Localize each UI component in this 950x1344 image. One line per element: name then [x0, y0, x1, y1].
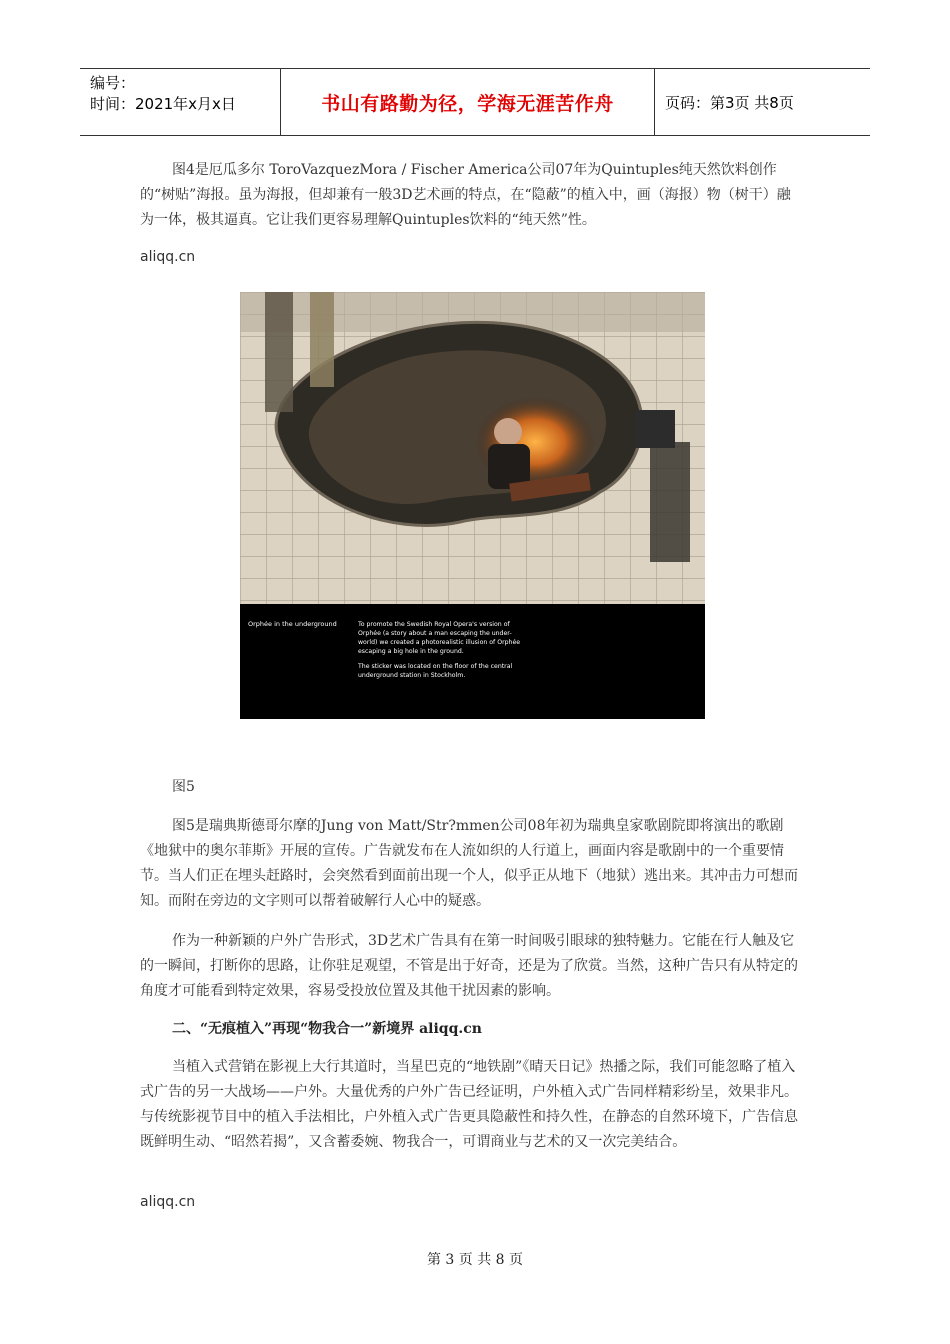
figure5-image [240, 292, 705, 719]
header-page-label: 页码：第3页 共8页 [665, 93, 794, 112]
time-label: 时间：2021年x月x日 [90, 95, 236, 113]
paragraph-3d-ads: 作为一种新颖的户外广告形式，3D艺术广告具有在第一时间吸引眼球的独特魅力。它能在行人触及它的一瞬间，打断你的思路，让你驻足观望，不管是出于好奇，还是为了欣赏。当然，这种广告只有从特定的角度才可能看到特定效果，容易受投放位置及其他干扰因素的影响。 [140, 933, 798, 999]
site-label-1: aliqq.cn [140, 249, 196, 265]
figure5-label: 图5 [172, 779, 195, 795]
photo-caption-body [358, 620, 528, 686]
header-meta [80, 69, 281, 135]
number-label: 编号： [90, 74, 136, 92]
subway-floor-illustration [240, 292, 705, 604]
paragraph-outdoor-placement: 当植入式营销在影视上大行其道时，当星巴克的“地铁剧”《晴天日记》热播之际，我们可能忽略了植入式广告的另一大战场——户外。大量优秀的户外广告已经证明，户外植入式广告同样精彩纷呈，效果非凡。与传统影视节目中的植入手法相比，户外植入式广告更具隐蔽性和持久性，在静态的自然环境下，广告信息既鲜明生动、“昭然若揭”，又含蓄委婉、物我合一，可谓商业与艺术的又一次完美结合。 [140, 1059, 798, 1150]
header-motto: 书山有路勤为径，学海无涯苦作舟 [281, 69, 655, 135]
photo-caption-title: Orphée in the underground [248, 620, 337, 628]
paragraph-figure5: 图5是瑞典斯德哥尔摩的Jung von Matt/Str?mmen公司08年初为瑞典皇家歌剧院即将演出的歌剧《地狱中的奥尔菲斯》开展的宣传。广告就发布在人流如织的人行道上，画面内容是歌剧中的一个重要情节。当人们正在埋头赶路时，会突然看到面前出现一个人，似乎正从地下（地狱）逃出来。其冲击力可想而知。而附在旁边的文字则可以帮着破解行人心中的疑惑。 [140, 818, 798, 909]
photo-caption-text1: To promote the Swedish Royal Opera's version of Orphée (a story about a man escaping the under-world) we created a photorealistic illusion of Orphée escaping a big hole in the ground. [358, 621, 521, 655]
page-header [80, 68, 870, 136]
paragraph-figure4: 图4是厄瓜多尔 ToroVazquezMora / Fischer America公司07年为Quintuples纯天然饮料创作的“树贴”海报。虽为海报，但却兼有一般3D艺术画的特点，在“隐蔽”的植入中，画（海报）物（树干）融为一体，极其逼真。它让我们更容易理解Quintuples饮料的“纯天然”性。 [140, 162, 791, 228]
section-heading-2: 二、“无痕植入”再现“物我合一”新境界 aliqq.cn [172, 1021, 482, 1037]
photo-caption-text2: The sticker was located on the floor of the central underground station in Stockholm. [358, 663, 513, 679]
site-label-2: aliqq.cn [140, 1194, 196, 1210]
page-footer: 第 3 页 共 8 页 [426, 1252, 524, 1268]
